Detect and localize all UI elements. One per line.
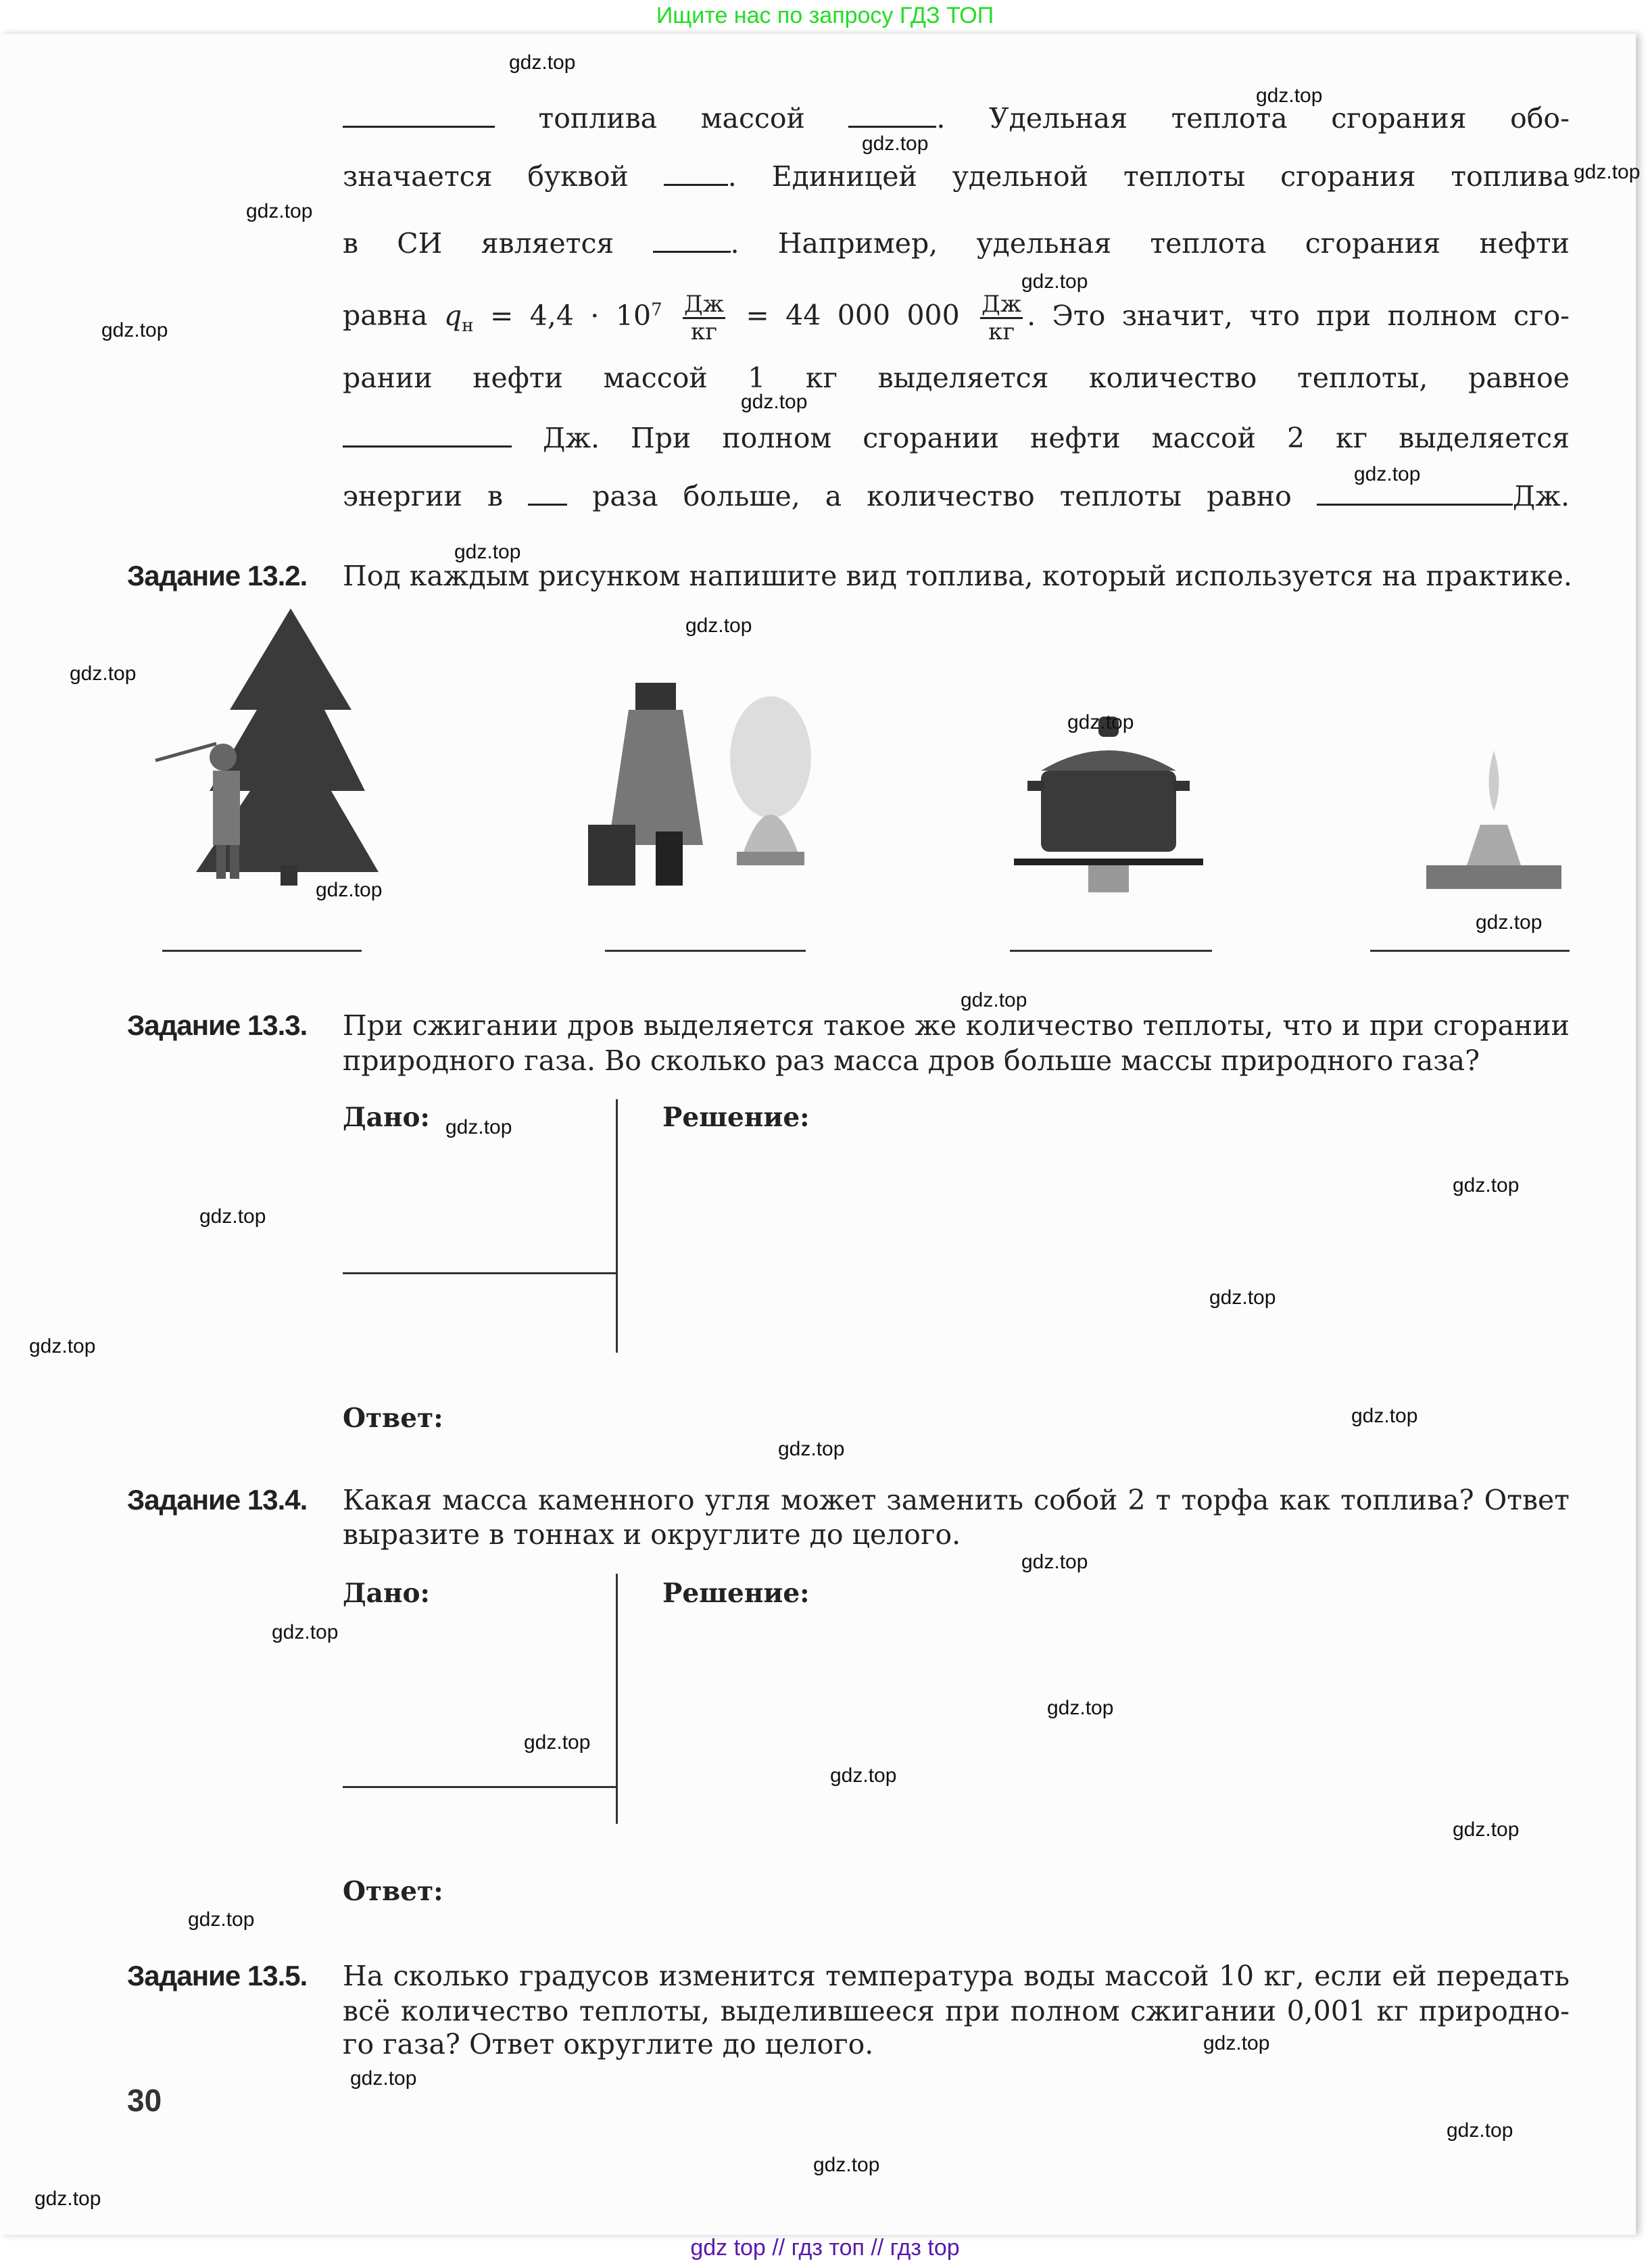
watermark: gdz.top xyxy=(1354,463,1421,485)
watermark: gdz.top xyxy=(34,2188,101,2210)
answer-blank[interactable] xyxy=(343,421,512,448)
subscript: н xyxy=(462,315,474,336)
answer-label: Ответ: xyxy=(343,1403,443,1434)
firewood xyxy=(737,852,804,865)
text-line-4 xyxy=(343,291,1570,345)
answer-blank[interactable] xyxy=(528,479,567,506)
answer-blank[interactable] xyxy=(653,226,731,253)
answer-blank[interactable] xyxy=(343,101,495,128)
given-underline xyxy=(343,1272,617,1274)
answer-line-4[interactable] xyxy=(1370,950,1570,952)
watermark: gdz.top xyxy=(1351,1405,1418,1427)
task-13-4-line-1: Какая масса каменного угля может заменить собой 2 т торфа как топлива? Ответ xyxy=(343,1484,1570,1516)
watermark: gdz.top xyxy=(961,989,1027,1011)
task-13-3-line-2: природного газа. Во сколько раз масса дров больше массы природного газа? xyxy=(343,1044,1480,1077)
watermark: gdz.top xyxy=(1574,161,1641,183)
text-line-2 xyxy=(343,158,1570,195)
watermark: gdz.top xyxy=(685,614,752,637)
pot-on-gas-stove-illustration xyxy=(1014,717,1210,892)
task-13-5-line-2: всё количество теплоты, выделившееся при полном сжигании 0,001 кг природно- xyxy=(343,1995,1570,2027)
lamp-bottle xyxy=(1467,825,1521,865)
watermark: gdz.top xyxy=(70,662,137,685)
alcohol-lamp-illustration xyxy=(1420,750,1568,892)
text: раза больше, а количество теплоты равно xyxy=(592,480,1292,512)
watermark: gdz.top xyxy=(1476,911,1543,934)
watermark: gdz.top xyxy=(188,1908,255,1931)
watermark: gdz.top xyxy=(29,1335,96,1357)
watermark: gdz.top xyxy=(509,51,576,74)
gas-burner xyxy=(1088,865,1129,892)
task-13-2-title: Задание 13.2. xyxy=(127,560,308,592)
text: = 4,4 · 10 xyxy=(490,299,652,332)
footer-banner[interactable]: gdz top // гдз топ // гдз top xyxy=(690,2235,960,2261)
numerator: Дж xyxy=(684,290,724,318)
solution-label: Решение: xyxy=(662,1102,810,1133)
watermark: gdz.top xyxy=(862,132,929,155)
text: Дж. При полном сгорании нефти массой 2 кг выделяется xyxy=(542,422,1570,454)
answer-line-3[interactable] xyxy=(1010,950,1212,952)
watermark: gdz.top xyxy=(454,541,521,563)
text: . Например, удельная теплота сгорания нефти xyxy=(730,227,1570,260)
text: Дж. xyxy=(1512,480,1570,512)
watermark: gdz.top xyxy=(246,200,313,222)
text: . Удельная теплота сгорания обо- xyxy=(936,102,1570,135)
search-banner[interactable]: Ищите нас по запросу ГДЗ ТОП xyxy=(656,3,994,28)
unit-fraction xyxy=(980,291,1023,345)
watermark: gdz.top xyxy=(1021,1551,1088,1573)
watermark: gdz.top xyxy=(813,2154,880,2176)
watermark: gdz.top xyxy=(272,1621,339,1643)
answer-line-1[interactable] xyxy=(162,950,362,952)
task-13-5-line-1: На сколько градусов изменится температура воды массой 10 кг, если ей передать xyxy=(343,1960,1570,1992)
tree-with-person-illustration xyxy=(122,602,406,892)
flame xyxy=(1489,750,1499,811)
text: = 44 000 000 xyxy=(746,299,960,332)
watermark: gdz.top xyxy=(830,1764,897,1787)
unit-fraction xyxy=(683,291,725,345)
task-13-2-text: Под каждым рисунком напишите вид топлива, который используется на практике. xyxy=(343,560,1572,592)
task-13-5-title: Задание 13.5. xyxy=(127,1960,308,1992)
watermark: gdz.top xyxy=(445,1116,512,1138)
task-13-3-line-1: При сжигании дров выделяется такое же количество теплоты, что и при сгорании xyxy=(343,1009,1570,1042)
denominator: кг xyxy=(988,318,1015,345)
text-line-6 xyxy=(343,419,1570,457)
watermark: gdz.top xyxy=(1203,2032,1270,2054)
text: равна xyxy=(343,299,428,332)
text-line-1 xyxy=(343,99,1570,137)
man-by-campfire-illustration xyxy=(568,676,838,892)
pot xyxy=(1041,771,1176,852)
text: значается буквой xyxy=(343,160,629,193)
task-13-4-line-2: выразите в тоннах и округлите до целого. xyxy=(343,1518,961,1551)
watermark: gdz.top xyxy=(778,1438,845,1460)
symbol-q: q xyxy=(443,299,462,332)
text-line-5: рании нефти массой 1 кг выделяется количество теплоты, равное xyxy=(343,362,1570,394)
watermark: gdz.top xyxy=(741,391,808,413)
solution-label: Решение: xyxy=(662,1578,810,1609)
exponent: 7 xyxy=(651,299,662,320)
text: . Единицей удельной теплоты сгорания топлива xyxy=(727,160,1570,193)
watermark: gdz.top xyxy=(1256,85,1323,107)
text: в СИ является xyxy=(343,227,614,260)
watermark: gdz.top xyxy=(1047,1697,1114,1719)
task-13-3-title: Задание 13.3. xyxy=(127,1009,308,1041)
watermark: gdz.top xyxy=(101,319,168,341)
text: . Это значит, что при полном сго- xyxy=(1027,299,1570,332)
text: топлива массой xyxy=(538,102,805,135)
watermark: gdz.top xyxy=(1453,1174,1520,1197)
smoke xyxy=(730,696,811,818)
watermark: gdz.top xyxy=(1453,1818,1520,1841)
given-underline xyxy=(343,1786,617,1788)
watermark: gdz.top xyxy=(199,1205,266,1228)
fire xyxy=(744,815,798,852)
watermark: gdz.top xyxy=(1021,270,1088,293)
denominator: кг xyxy=(690,318,718,345)
answer-blank[interactable] xyxy=(848,101,936,128)
watermark: gdz.top xyxy=(350,2067,417,2090)
stand xyxy=(1426,865,1561,889)
watermark: gdz.top xyxy=(1209,1286,1276,1309)
stove-grate xyxy=(1014,859,1203,865)
answer-line-2[interactable] xyxy=(605,950,806,952)
given-divider xyxy=(616,1099,618,1353)
given-label: Дано: xyxy=(343,1578,430,1609)
task-13-4-title: Задание 13.4. xyxy=(127,1484,308,1516)
answer-blank[interactable] xyxy=(664,160,728,186)
watermark: gdz.top xyxy=(1447,2119,1513,2142)
watermark: gdz.top xyxy=(316,879,383,901)
page-number: 30 xyxy=(127,2083,162,2118)
watermark: gdz.top xyxy=(1067,711,1134,733)
text: энергии в xyxy=(343,480,504,512)
text-line-3 xyxy=(343,224,1570,262)
watermark: gdz.top xyxy=(524,1731,591,1754)
answer-label: Ответ: xyxy=(343,1876,443,1907)
numerator: Дж xyxy=(981,290,1022,318)
given-label: Дано: xyxy=(343,1102,430,1133)
task-13-5-line-3: го газа? Ответ округлите до целого. xyxy=(343,2028,874,2060)
